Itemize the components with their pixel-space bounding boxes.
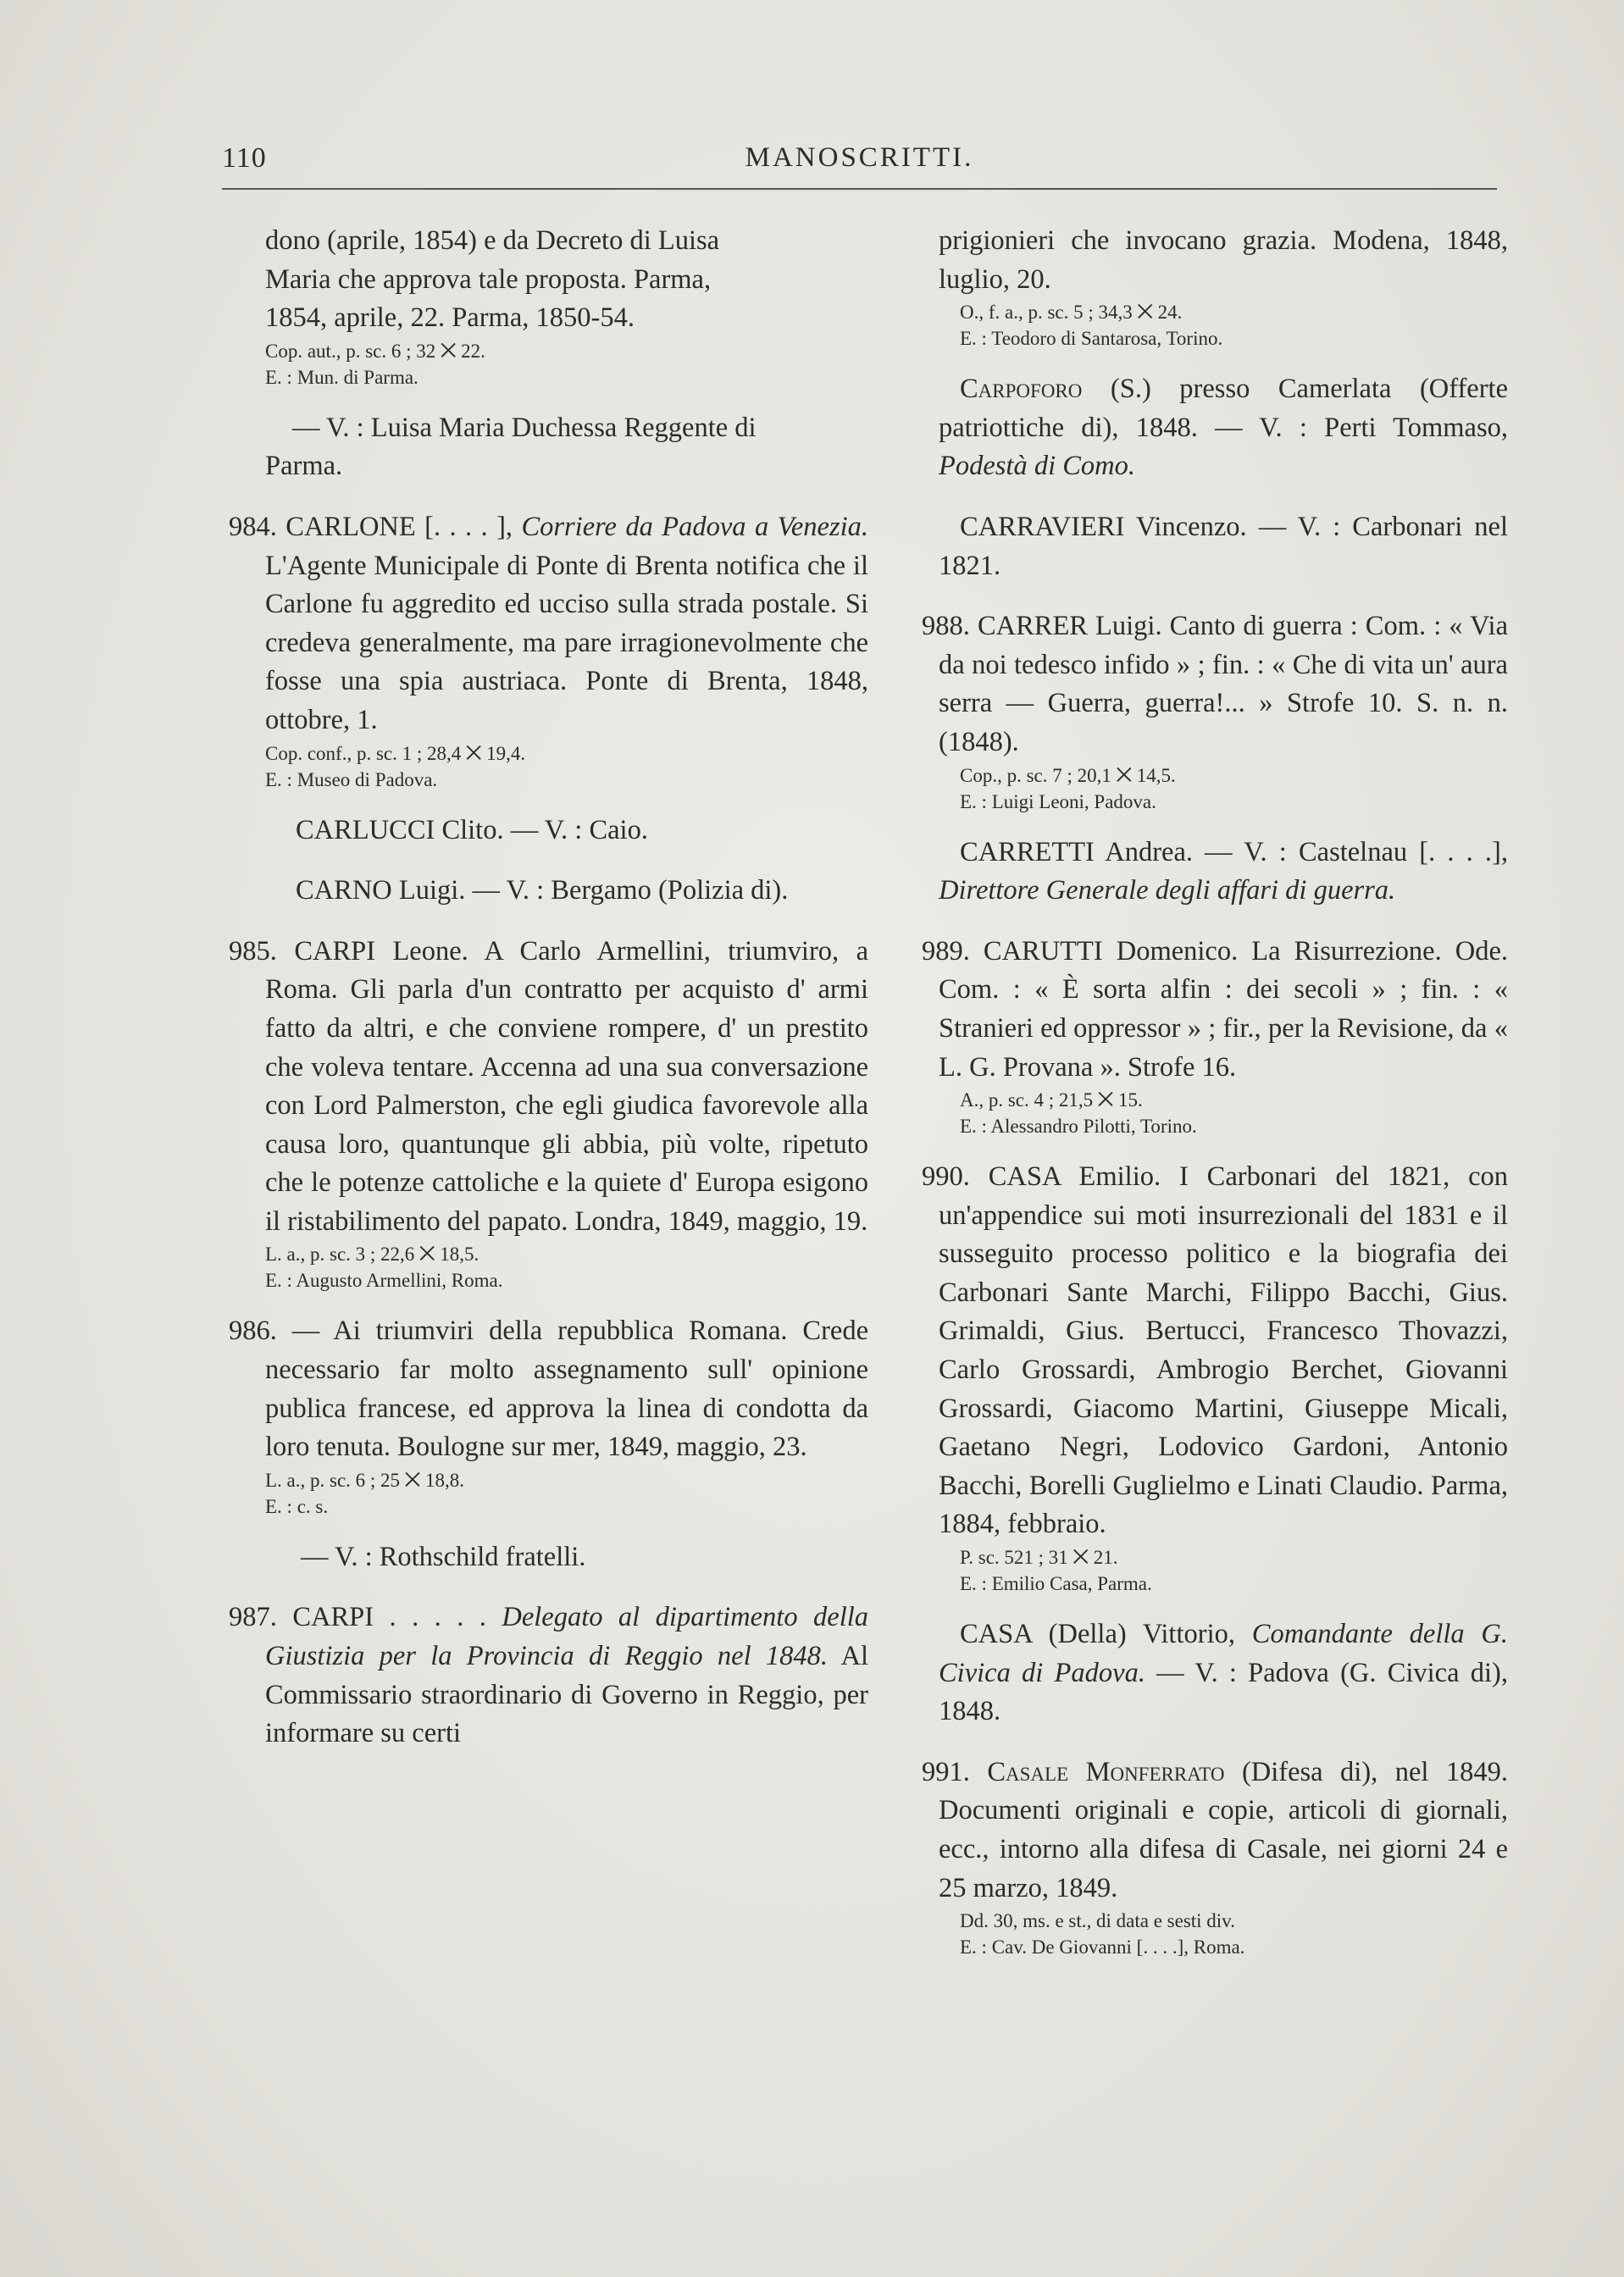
- entry-meta: L. a., p. sc. 3 ; 22,6 ⨉ 18,5.: [265, 1244, 479, 1266]
- entry-meta: E. : Alessandro Pilotti, Torino.: [960, 1116, 1197, 1138]
- cross-reference: CARRAVIERI Vincenzo. — V. : Carbonari nel 1821.: [939, 511, 1508, 581]
- entry-body: — Ai triumviri della repubblica Romana. Crede necessario far molto assegnamento sull' opinione publica francese, ed approva la linea di condotta da loro tenuta. Boulogne sur mer, 1849, maggio, 23.: [265, 1316, 868, 1463]
- spacer: [229, 1576, 868, 1598]
- entry-meta: E. : Augusto Armellini, Roma.: [265, 1270, 503, 1292]
- entry-name: CARPI . . . . .: [292, 1602, 486, 1633]
- entry-number: 986.: [229, 1316, 277, 1347]
- entry-meta: O., f. a., p. sc. 5 ; 34,3 ⨉ 24.: [960, 302, 1183, 324]
- entry-991: [922, 1753, 1509, 1960]
- page-header: [222, 136, 1497, 186]
- entry-985: [229, 933, 868, 1294]
- entry-meta: E. : Teodoro di Santarosa, Torino.: [960, 328, 1223, 350]
- entry-meta: P. sc. 521 ; 31 ⨉ 21.: [960, 1547, 1118, 1569]
- entry-body: CARRER Luigi. Canto di guerra : Com. : « Via da noi tedesco infido » ; fin. : « Che di vita un' aura serra — Guerra, guerra!... » Strofe 10. S. n. n. (1848).: [939, 611, 1508, 757]
- entry-990: [922, 1158, 1508, 1597]
- entry-meta: E. : Luigi Leoni, Padova.: [960, 790, 1156, 812]
- entry-meta: E. : Mun. di Parma.: [265, 366, 418, 388]
- entry-988: [922, 607, 1508, 814]
- entry-meta: A., p. sc. 4 ; 21,5 ⨉ 15.: [960, 1089, 1143, 1111]
- entry-number: 991.: [922, 1756, 970, 1787]
- cross-reference: CARNO Luigi. — V. : Bergamo (Polizia di).: [296, 875, 789, 906]
- entry-number: 985.: [229, 935, 277, 967]
- entry-meta: E. : c. s.: [265, 1495, 329, 1517]
- text-line: Maria che approva tale proposta. Parma,: [265, 263, 712, 295]
- spacer: [939, 1731, 1508, 1753]
- entry-name: Carpoforo: [960, 374, 1083, 405]
- entry-body: CARRETTI Andrea. — V. : Castelnau [. . . .],: [960, 836, 1508, 867]
- entry-continuation: [939, 222, 1508, 352]
- entry-987: [229, 1598, 868, 1753]
- entry-number: 987.: [229, 1602, 277, 1633]
- entry-text: [922, 1753, 1509, 1908]
- entry-name: CARLONE [. . . . ],: [285, 511, 513, 542]
- entry-body: CARUTTI Domenico. La Risurrezione. Ode. Com. : « È sorta alfin : dei secoli » ; fin. : « Stranieri ed oppressor » ; fir., per la Revisione, da « L. G. Provana ». Strofe 16.: [939, 935, 1508, 1083]
- text-line: 1854, aprile, 22. Parma, 1850-54.: [265, 302, 635, 334]
- spacer: [229, 486, 868, 508]
- cross-reference: [939, 834, 1508, 911]
- cross-reference: [229, 409, 868, 486]
- cross-reference: [939, 370, 1508, 486]
- entry-title: Delegato al dipartimento della Giustizia per la Provincia di Reggio nel 1848.: [265, 1602, 868, 1672]
- entry-number: 984.: [229, 511, 277, 542]
- entry-number: 988.: [922, 611, 970, 642]
- entry-984: [229, 508, 868, 793]
- entry-title: Corriere da Padova a Venezia.: [521, 511, 869, 542]
- entry-number: 990.: [922, 1161, 970, 1193]
- entry-meta: Cop. aut., p. sc. 6 ; 32 ⨉ 22.: [265, 340, 485, 362]
- entry-meta: Cop., p. sc. 7 ; 20,1 ⨉ 14,5.: [960, 764, 1176, 786]
- entry-meta: E. : Cav. De Giovanni [. . . .], Roma.: [960, 1936, 1245, 1958]
- cross-reference: — V. : Rothschild fratelli.: [301, 1541, 586, 1572]
- entry-title: Comandante della G. Civica di Padova.: [939, 1619, 1508, 1688]
- text-line: dono (aprile, 1854) e da Decreto di Luisa: [265, 225, 720, 256]
- running-title: MANOSCRITTI.: [745, 142, 974, 173]
- text-line: Parma.: [265, 451, 343, 482]
- entry-meta: Cop. conf., p. sc. 1 ; 28,4 ⨉ 19,4.: [265, 742, 526, 764]
- left-column: [229, 222, 868, 1753]
- entry-text: [922, 607, 1508, 762]
- entry-name: Casale Monferrato: [987, 1756, 1225, 1787]
- entry-986: [229, 1312, 868, 1519]
- cross-reference: [939, 1615, 1508, 1731]
- cross-reference: CARLUCCI Clito. — V. : Caio.: [296, 814, 648, 845]
- entry-text: [229, 508, 868, 740]
- entry-text: [229, 1598, 868, 1753]
- entry-text: [229, 1312, 868, 1466]
- entry-meta: E. : Museo di Padova.: [265, 768, 438, 790]
- entry-body: — V. : Padova (G. Civica di), 1848.: [939, 1657, 1508, 1727]
- entry-title: Direttore Generale degli affari di guerra.: [939, 875, 1396, 906]
- spacer: [939, 486, 1508, 508]
- entry-continuation: [229, 222, 868, 391]
- entry-body: prigionieri che invocano grazia. Modena, 1848, luglio, 20.: [939, 225, 1508, 295]
- entry-body: L'Agente Municipale di Ponte di Brenta notifica che il Carlone fu aggredito ed ucciso sulla strada postale. Si credeva generalmente, ma pare irragionevolmente che fosse una spia austriaca. Ponte di Brenta, 1848, ottobre, 1.: [265, 550, 868, 735]
- spacer: [229, 850, 868, 872]
- entry-text: [922, 933, 1508, 1087]
- entry-number: 989.: [922, 935, 970, 967]
- entry-text: [229, 933, 868, 1242]
- spacer: [939, 911, 1508, 933]
- spacer: [229, 911, 868, 933]
- entry-body: Al Commissario straordinario di Governo in Reggio, per informare su certi: [265, 1641, 868, 1749]
- header-rule: [222, 188, 1497, 190]
- entry-body: CASA Emilio. I Carbonari del 1821, con un'appendice sui moti insurrezionali del 1831 e il susseguito processo politico e la biografia dei Carbonari Sante Marchi, Filippo Bacchi, Gius. Grimaldi, Gius. Bertucci, Francesco Thovazzi, Carlo Grossardi, Ambrogio Berchet, Giovanni Grossardi, Giacomo Martini, Giuseppe Micali, Gaetano Negri, Lodovico Gardoni, Antonio Bacchi, Borelli Guglielmo e Linati Claudio. Parma, 1884, febbraio.: [939, 1161, 1508, 1540]
- entry-body: (S.) presso Camerlata (Offerte patriottiche di), 1848. — V. : Perti Tommaso,: [939, 374, 1508, 443]
- right-column: [922, 222, 1509, 1960]
- page-number: 110: [222, 142, 267, 174]
- spacer: [939, 585, 1508, 607]
- text-line: — V. : Luisa Maria Duchessa Reggente di: [292, 412, 757, 443]
- entry-body: (Difesa di), nel 1849. Documenti originali e copie, articoli di giornali, ecc., intorno alla difesa di Casale, nei giorni 24 e 25 marzo, 1849.: [939, 1756, 1509, 1903]
- entry-989: [922, 933, 1508, 1139]
- entry-body: CASA (Della) Vittorio,: [960, 1619, 1235, 1650]
- entry-meta: E. : Emilio Casa, Parma.: [960, 1573, 1152, 1595]
- entry-text: [922, 1158, 1508, 1544]
- entry-title: Podestà di Como.: [939, 451, 1136, 482]
- entry-meta: L. a., p. sc. 6 ; 25 ⨉ 18,8.: [265, 1469, 464, 1491]
- entry-body: CARPI Leone. A Carlo Armellini, triumviro, a Roma. Gli parla d'un contratto per acquisto d' armi fatto da altri, e che conviene rompere, d' un prestito che voleva tentare. Accenna ad una sua conversazione con Lord Palmerston, che egli giudica favorevole alla causa loro, quantunque gli abbia, più volte, ripetuto che le potenze cattoliche e la quiete d' Europa esigono il ristabilimento del papato. Londra, 1849, maggio, 19.: [265, 935, 869, 1237]
- entry-meta: Dd. 30, ms. e st., di data e sesti div.: [960, 1910, 1235, 1932]
